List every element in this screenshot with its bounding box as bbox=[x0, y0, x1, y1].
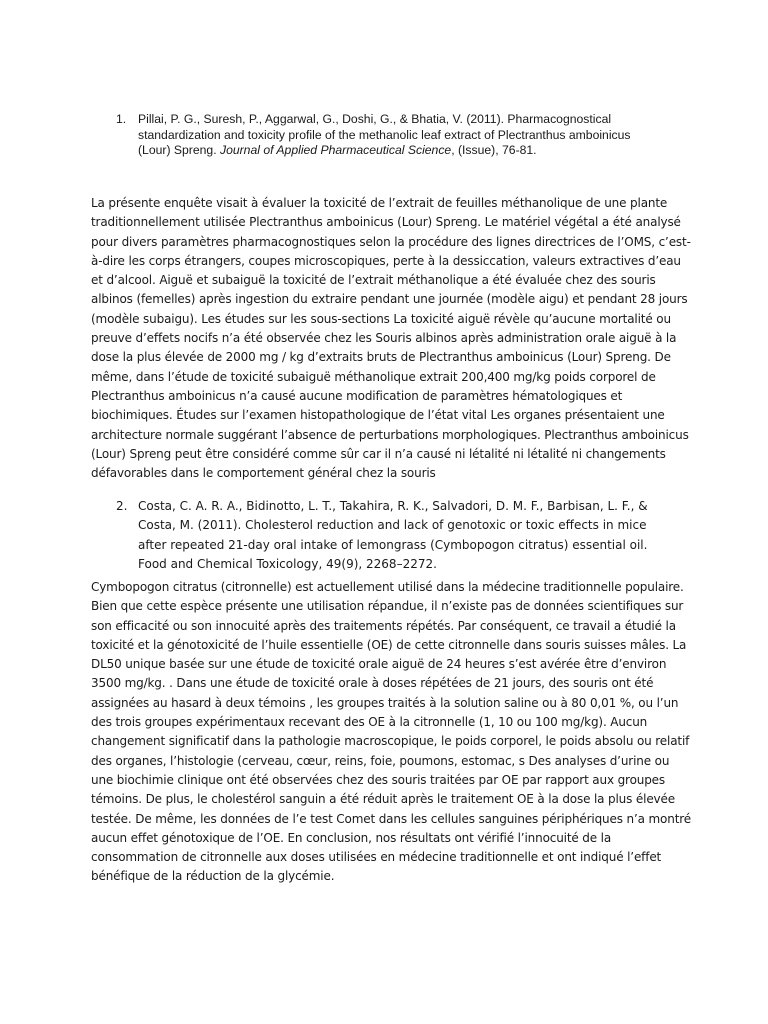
citation-tail: , (Issue), 76-81. bbox=[451, 143, 537, 157]
reference-number: 2. bbox=[116, 499, 128, 513]
reference-2 bbox=[116, 497, 676, 574]
reference-1 bbox=[116, 112, 656, 159]
abstract-paragraph-1: La présente enquête visait à évaluer la toxicité de l’extrait de feuilles méthanolique de une plante traditionnellement utilisée Plectranthus amboinicus (Lour) Spreng. Le matériel végétal a été analysé pour divers paramètres pharmacognostiques selon la procédure des lignes directrices de l’OMS, c’est-à-dire les corps étrangers, coupes microscopiques, perte à la dessiccation, valeurs extractives d’eau et d’alcool. Aiguë et subaiguë la toxicité de l’extrait méthanolique a été évaluée chez des souris albinos (femelles) après ingestion du extraire pendant une journée (modèle aigu) et pendant 28 jours (modèle subaigu). Les études sur les sous-sections La toxicité aiguë révèle qu’aucune mortalité ou preuve d’effets nocifs n’a été observée chez les Souris albinos après administration orale aiguë à la dose la plus élevée de 2000 mg / kg d’extraits bruts de Plectranthus amboinicus (Lour) Spreng. De même, dans l’étude de toxicité subaiguë méthanolique extrait 200,400 mg/kg poids corporel de Plectranthus amboinicus n’a causé aucune modification de paramètres hématologiques et biochimiques. Études sur l’examen histopathologique de l’état vital Les organes présentaient une architecture normale suggérant l’absence de perturbations morphologiques. Plectranthus amboinicus (Lour) Spreng peut être considéré comme sûr car il n’a causé ni létalité ni létalité ni changements défavorables dans le comportement général chez la souris bbox=[91, 196, 691, 481]
journal-title: Journal of Applied Pharmaceutical Science bbox=[219, 143, 452, 157]
reference-number: 1. bbox=[116, 112, 127, 126]
reference-citation: Costa, C. A. R. A., Bidinotto, L. T., Takahira, R. K., Salvadori, D. M. F., Barbisan, L. F., & Costa, M. (2011). Cholesterol reduction and lack of genotoxic or toxic effects in mice after repeated 21-day oral intake of lemongrass (Cymbopogon citratus) essential oil. Food and Chemical Toxicology, 49(9), 2268–2272. bbox=[138, 499, 648, 571]
abstract-paragraph-2: Cymbopogon citratus (citronnelle) est actuellement utilisé dans la médecine traditionnelle populaire. Bien que cette espèce présente une utilisation répandue, il n’existe pas de données scientifiques sur son efficacité ou son innocuité après des traitements répétés. Par conséquent, ce travail a étudié la toxicité et la génotoxicité de l’huile essentielle (OE) de cette citronnelle dans souris suisses mâles. La DL50 unique basée sur une étude de toxicité orale aiguë de 24 heures s’est avérée être d’environ 3500 mg/kg. . Dans une étude de toxicité orale à doses répétées de 21 jours, des souris ont été assignées au hasard à deux témoins , les groupes traités à la solution saline ou à 80 0,01 %, ou l’un des trois groupes expérimentaux recevant des OE à la citronnelle (1, 10 ou 100 mg/kg). Aucun changement significatif dans la pathologie macroscopique, le poids corporel, le poids absolu ou relatif des organes, l’histologie (cerveau, cœur, reins, foie, poumons, estomac, s Des analyses d’urine ou une biochimie clinique ont été observées chez des souris traitées par OE par rapport aux groupes témoins. De plus, le cholestérol sanguin a été réduit après le traitement OE à la dose la plus élevée testée. De même, les données de l’e test Comet dans les cellules sanguines périphériques n’a montré aucun effet génotoxique de l’OE. En conclusion, nos résultats ont vérifié l’innocuité de la consommation de citronnelle aux doses utilisées en médecine traditionnelle et ont indiqué l’effet bénéfique de la réduction de la glycémie. bbox=[91, 580, 691, 884]
reference-citation bbox=[138, 112, 656, 159]
citation-text: Pillai, P. G., Suresh, P., Aggarwal, G., Doshi, G., & Bhatia, V. (2011). Pharmacognostical standardization and toxicity profile of the methanolic leaf extract of Plectranthus amboinicus (Lour) Spreng. bbox=[138, 112, 631, 157]
